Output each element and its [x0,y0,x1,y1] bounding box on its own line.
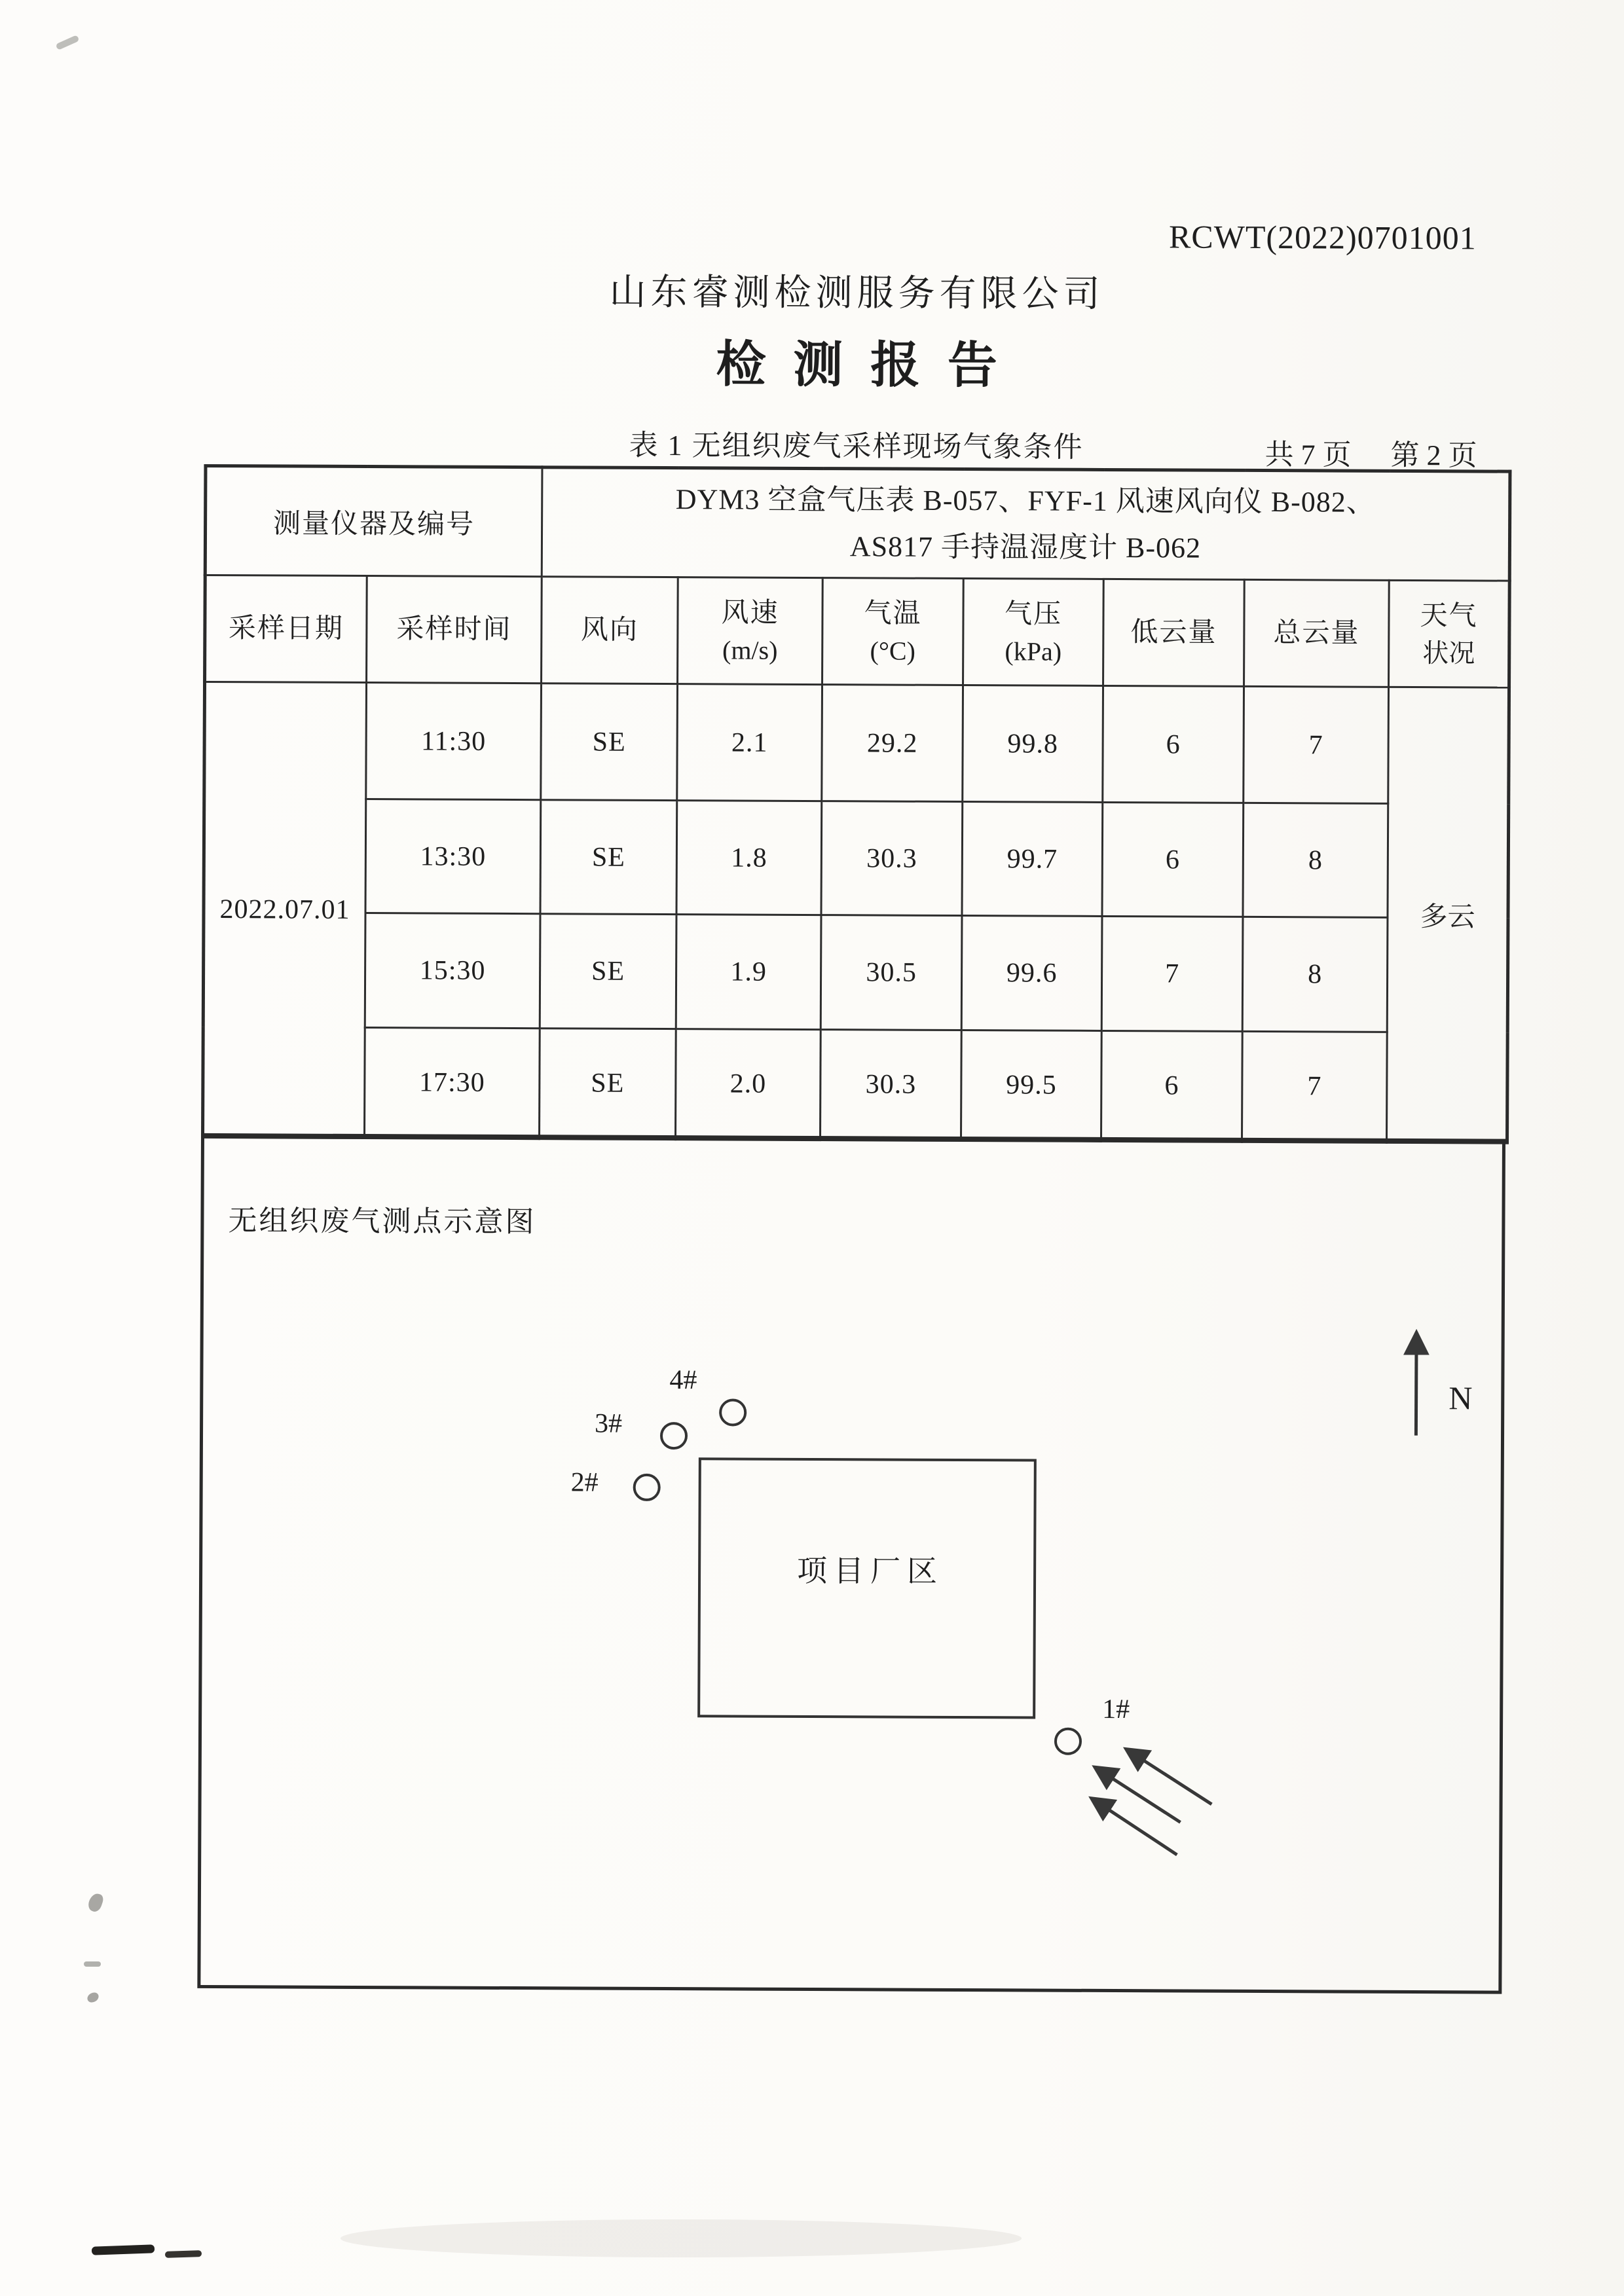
header-cell-total-cloud: 总云量 [1244,579,1390,687]
total-cloud-cell: 8 [1242,917,1388,1032]
weather-value: 多云 [1420,902,1475,932]
wind-speed-cell: 2.1 [677,684,822,801]
point-label-4: 4# [669,1365,697,1396]
north-label: N [1449,1379,1473,1417]
instruments-value-cell [542,467,1510,581]
temp-cell: 29.2 [822,685,963,802]
time-cell: 13:30 [365,799,541,914]
header-cell-low-cloud: 低云量 [1103,579,1245,686]
wind-arrow [1092,1799,1177,1855]
low-cloud-cell: 6 [1103,685,1244,803]
point-label-1: 1# [1102,1694,1130,1725]
temp-cell: 30.5 [821,915,962,1030]
temp-cell: 30.3 [821,801,963,916]
header-cell-temp: 气温 (°C) [822,578,964,685]
company-name: 山东睿测检测服务有限公司 [609,272,1105,315]
wind-dir-cell: SE [540,800,677,915]
report-number: RCWT(2022)0701001 [1168,218,1477,257]
pressure-cell: 99.8 [963,685,1103,803]
page-current: 第 2 页 [1390,439,1477,472]
total-cloud-cell: 7 [1242,1031,1388,1142]
diagram-arrows-layer [200,1137,1502,1991]
factory-area-label: 项目厂区 [797,1554,944,1588]
point-label-2: 2# [570,1467,599,1498]
wind-speed-cell: 1.9 [676,915,821,1030]
instruments-line2: AS817 手持温湿度计 B-062 [849,530,1202,564]
header-cell-weather: 天气 状况 [1389,580,1510,687]
header-cell-pressure: 气压 (kPa) [963,579,1104,686]
pages-total: 共 7 页 [1264,439,1352,471]
wind-speed-cell: 2.0 [676,1029,821,1140]
table-row [203,1027,1508,1142]
table-caption-row [204,420,1509,472]
table-row [203,912,1508,1032]
header-cell-wind-dir: 风向 [542,577,678,684]
time-cell: 11:30 [366,683,542,800]
total-cloud-cell: 8 [1243,803,1388,917]
temp-cell: 30.3 [821,1030,962,1140]
table-row [204,682,1509,804]
weather-conditions-table [201,464,1512,1144]
document-title: 检测报告 [716,337,1025,394]
time-cell: 15:30 [365,913,540,1029]
wind-dir-cell: SE [541,683,678,801]
table-row [204,798,1509,918]
pressure-cell: 99.6 [961,916,1102,1031]
low-cloud-cell: 7 [1101,916,1243,1031]
diagram-caption: 无组织废气测点示意图 [228,1205,536,1239]
page-info [1264,431,1477,473]
wind-speed-cell: 1.8 [676,801,822,915]
header-cell-date: 采样日期 [205,575,367,682]
instruments-line1: DYM3 空盒气压表 B-057、FYF-1 风速风向仪 B-082、 [675,483,1376,519]
header-cell-wind-speed: 风速 (m/s) [678,577,823,685]
low-cloud-cell: 6 [1101,1030,1243,1141]
wind-dir-cell: SE [540,1029,676,1139]
pressure-cell: 99.5 [961,1030,1102,1141]
header-cell-time: 采样时间 [367,576,542,683]
table-caption: 表 1 无组织废气采样现场气象条件 [629,429,1084,464]
time-cell: 17:30 [365,1028,540,1139]
instruments-label: 测量仪器及编号 [272,508,475,540]
sampling-date: 2022.07.01 [219,894,350,925]
low-cloud-cell: 6 [1102,802,1244,917]
sampling-points-diagram [197,1133,1505,1994]
sampling-date-cell [203,682,367,1137]
instruments-row [205,465,1510,581]
pressure-cell: 99.7 [962,802,1103,917]
instruments-label-cell [205,465,542,576]
total-cloud-cell: 7 [1244,686,1389,803]
column-header-row [205,575,1510,687]
wind-dir-cell: SE [540,914,676,1029]
point-label-3: 3# [594,1408,623,1439]
weather-cell [1387,687,1509,1142]
